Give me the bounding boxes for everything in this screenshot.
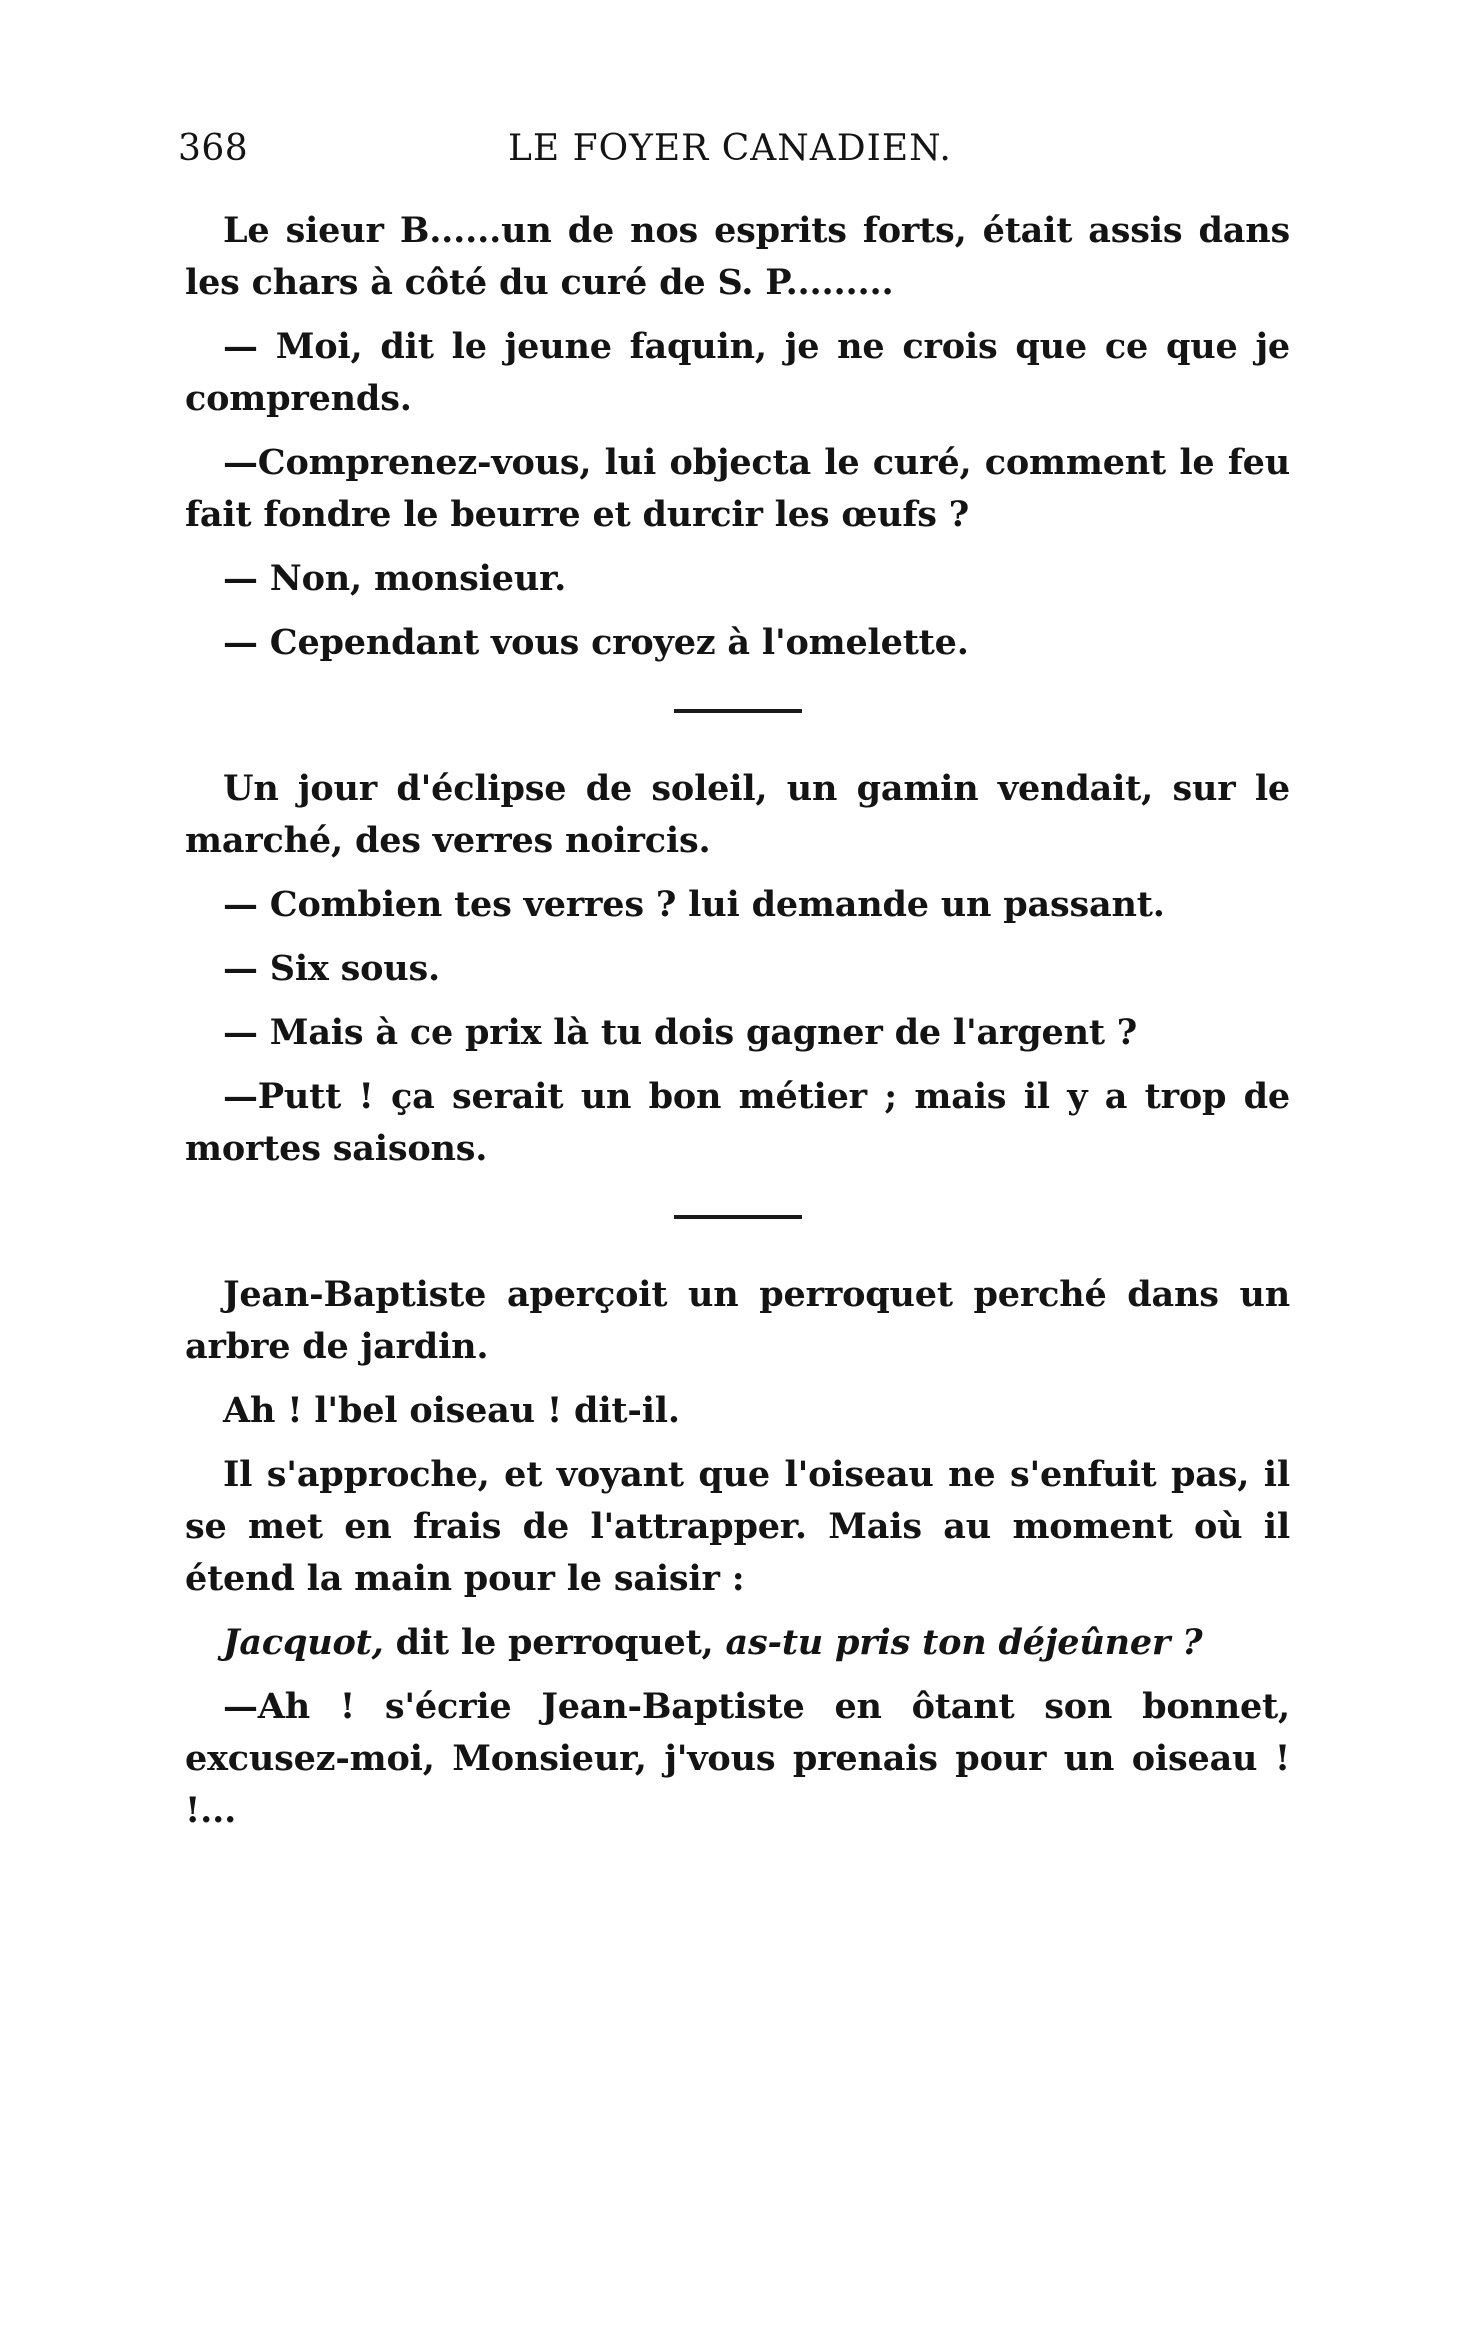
paragraph: — Combien tes verres ? lui demande un passant.: [223, 884, 1165, 925]
paragraph: Ah ! l'bel oiseau ! dit-il.: [223, 1390, 680, 1431]
paragraph: — Mais à ce prix là tu dois gagner de l'argent ?: [223, 1012, 1138, 1053]
paragraph: — Cependant vous croyez à l'omelette.: [223, 622, 969, 663]
italic-text: Jacquot,: [223, 1622, 384, 1663]
paragraph: —Comprenez-vous, lui objecta le curé, comment le feu fait fondre le beurre et durcir les œufs ?: [185, 442, 1290, 535]
paragraph: Jean-Baptiste aperçoit un perroquet perché dans un arbre de jardin.: [185, 1274, 1290, 1367]
anecdote-eclipse: [185, 763, 1290, 1175]
paragraph: Un jour d'éclipse de soleil, un gamin vendait, sur le marché, des verres noircis.: [185, 768, 1290, 861]
paragraph: —Ah ! s'écrie Jean-Baptiste en ôtant son bonnet, excusez-moi, Monsieur, j'vous prenais pour un oiseau ! !...: [185, 1686, 1290, 1831]
italic-text: as-tu pris ton déjeûner ?: [725, 1622, 1203, 1663]
paragraph: Il s'approche, et voyant que l'oiseau ne s'enfuit pas, il se met en frais de l'attrapper. Mais au moment où il étend la main pour le saisir :: [185, 1454, 1290, 1599]
anecdote-omelette: [185, 205, 1290, 669]
text: dit le perroquet,: [383, 1622, 726, 1663]
paragraph-dialogue: [185, 1617, 1290, 1669]
running-title: LE FOYER CANADIEN.: [508, 128, 952, 169]
anecdote-perroquet: [185, 1269, 1290, 1837]
page-number: 368: [178, 128, 249, 169]
section-divider: [674, 1215, 802, 1219]
section-divider: [674, 709, 802, 713]
page-header: [178, 128, 1290, 178]
paragraph: —Putt ! ça serait un bon métier ; mais il y a trop de mortes saisons.: [185, 1076, 1290, 1169]
paragraph: — Non, monsieur.: [223, 558, 567, 599]
paragraph: — Moi, dit le jeune faquin, je ne crois que ce que je comprends.: [185, 326, 1290, 419]
page-body: [185, 205, 1290, 1849]
paragraph: — Six sous.: [223, 948, 440, 989]
paragraph: Le sieur B......un de nos esprits forts, était assis dans les chars à côté du curé de S. P.........: [185, 210, 1290, 303]
